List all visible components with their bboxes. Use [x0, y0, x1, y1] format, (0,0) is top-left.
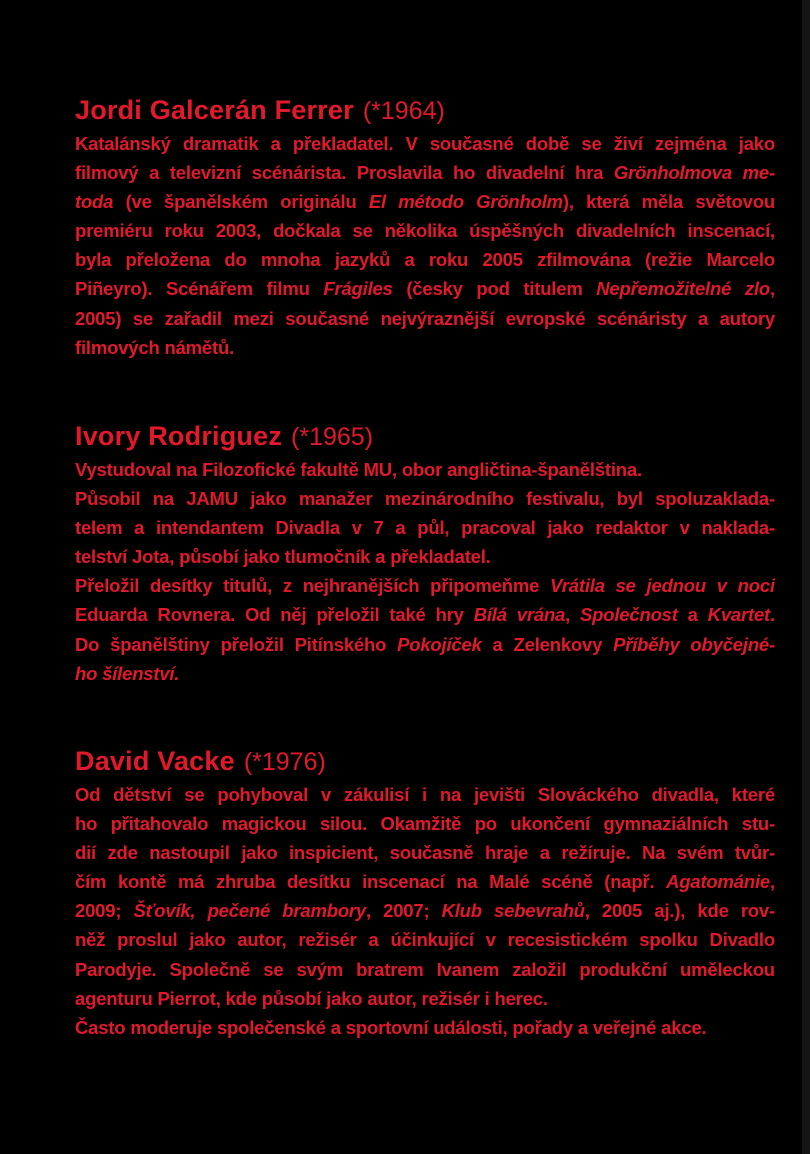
text-line: 2009; Šťovík, pečené brambory, 2007; Klub sebevrahů, 2005 aj.), kde rov- — [75, 900, 775, 922]
text-line: Piñeyro). Scénářem filmu Frágiles (česky pod titulem Nepřemožitelné zlo, — [75, 278, 775, 300]
bio-section — [75, 743, 775, 1042]
person-name: David Vacke — [75, 746, 235, 776]
text-line: toda (ve španělském originálu El método Grönholm), která měla světovou — [75, 191, 775, 213]
text-line: něž proslul jako autor, režisér a účinkující v recesistickém spolku Divadlo — [75, 929, 775, 951]
text-line: dií zde nastoupil jako inspicient, současně hraje a režíruje. Na svém tvůr- — [75, 842, 775, 864]
text-line: 2005) se zařadil mezi současné nejvýraznější evropské scénáristy a autory — [75, 307, 775, 329]
text-line: telem a intendantem Divadla v 7 a půl, pracoval jako redaktor v naklada- — [75, 517, 775, 539]
text-line: filmový a televizní scénárista. Proslavila ho divadelní hra Grönholmova me- — [75, 162, 775, 184]
bio-section — [75, 92, 775, 362]
text-line: ho přitahovalo magickou silou. Okamžitě po ukončení gymnaziálních stu- — [75, 813, 775, 835]
section-heading — [75, 743, 775, 780]
text-line: Přeložil desítky titulů, z nejhranějších připomeňme Vrátila se jednou v noci — [75, 575, 775, 597]
page-edge-shade — [802, 0, 810, 1154]
bio-paragraph — [75, 455, 775, 688]
text-line: Parodyje. Společně se svým bratrem Ivanem založil produkční uměleckou — [75, 958, 775, 980]
text-line: Působil na JAMU jako manažer mezinárodního festivalu, byl spoluzaklada- — [75, 488, 775, 510]
birth-year: (*1964) — [362, 97, 445, 125]
person-name: Jordi Galcerán Ferrer — [75, 95, 354, 125]
text-line: Do španělštiny přeložil Pitínského Pokojíček a Zelenkovy Příběhy obyčejné- — [75, 633, 775, 655]
text-line: filmových námětů. — [75, 336, 235, 358]
text-line: Katalánský dramatik a překladatel. V současné době se živí zejména jako — [75, 133, 775, 154]
birth-year: (*1976) — [243, 748, 326, 776]
bio-section — [75, 418, 775, 688]
text-line: ho šílenství. — [75, 662, 180, 684]
text-line: agenturu Pierrot, kde působí jako autor, režisér i herec. — [75, 987, 548, 1009]
text-line: čím kontě má zhruba desítku inscenací na Malé scéně (např. Agatománie, — [75, 871, 775, 893]
text-line: Eduarda Rovnera. Od něj přeložil také hry Bílá vrána, Společnost a Kvartet. — [75, 604, 775, 626]
text-line: Často moderuje společenské a sportovní události, pořady a veřejné akce. — [75, 1016, 707, 1038]
person-name: Ivory Rodriguez — [75, 421, 283, 451]
birth-year: (*1965) — [291, 423, 374, 451]
section-heading — [75, 418, 775, 455]
bio-paragraph — [75, 129, 775, 362]
section-heading — [75, 92, 775, 129]
text-line: Vystudoval na Filozofické fakultě MU, obor angličtina-španělština. — [75, 459, 642, 480]
text-line: byla přeložena do mnoha jazyků a roku 2005 zfilmována (režie Marcelo — [75, 249, 775, 271]
text-line: Od dětství se pohyboval v zákulisí i na jevišti Slováckého divadla, které — [75, 784, 775, 805]
text-line: premiéru roku 2003, dočkala se několika úspěšných divadelních inscenací, — [75, 220, 775, 242]
bio-paragraph — [75, 780, 775, 1042]
text-line: telství Jota, působí jako tlumočník a překladatel. — [75, 546, 491, 568]
